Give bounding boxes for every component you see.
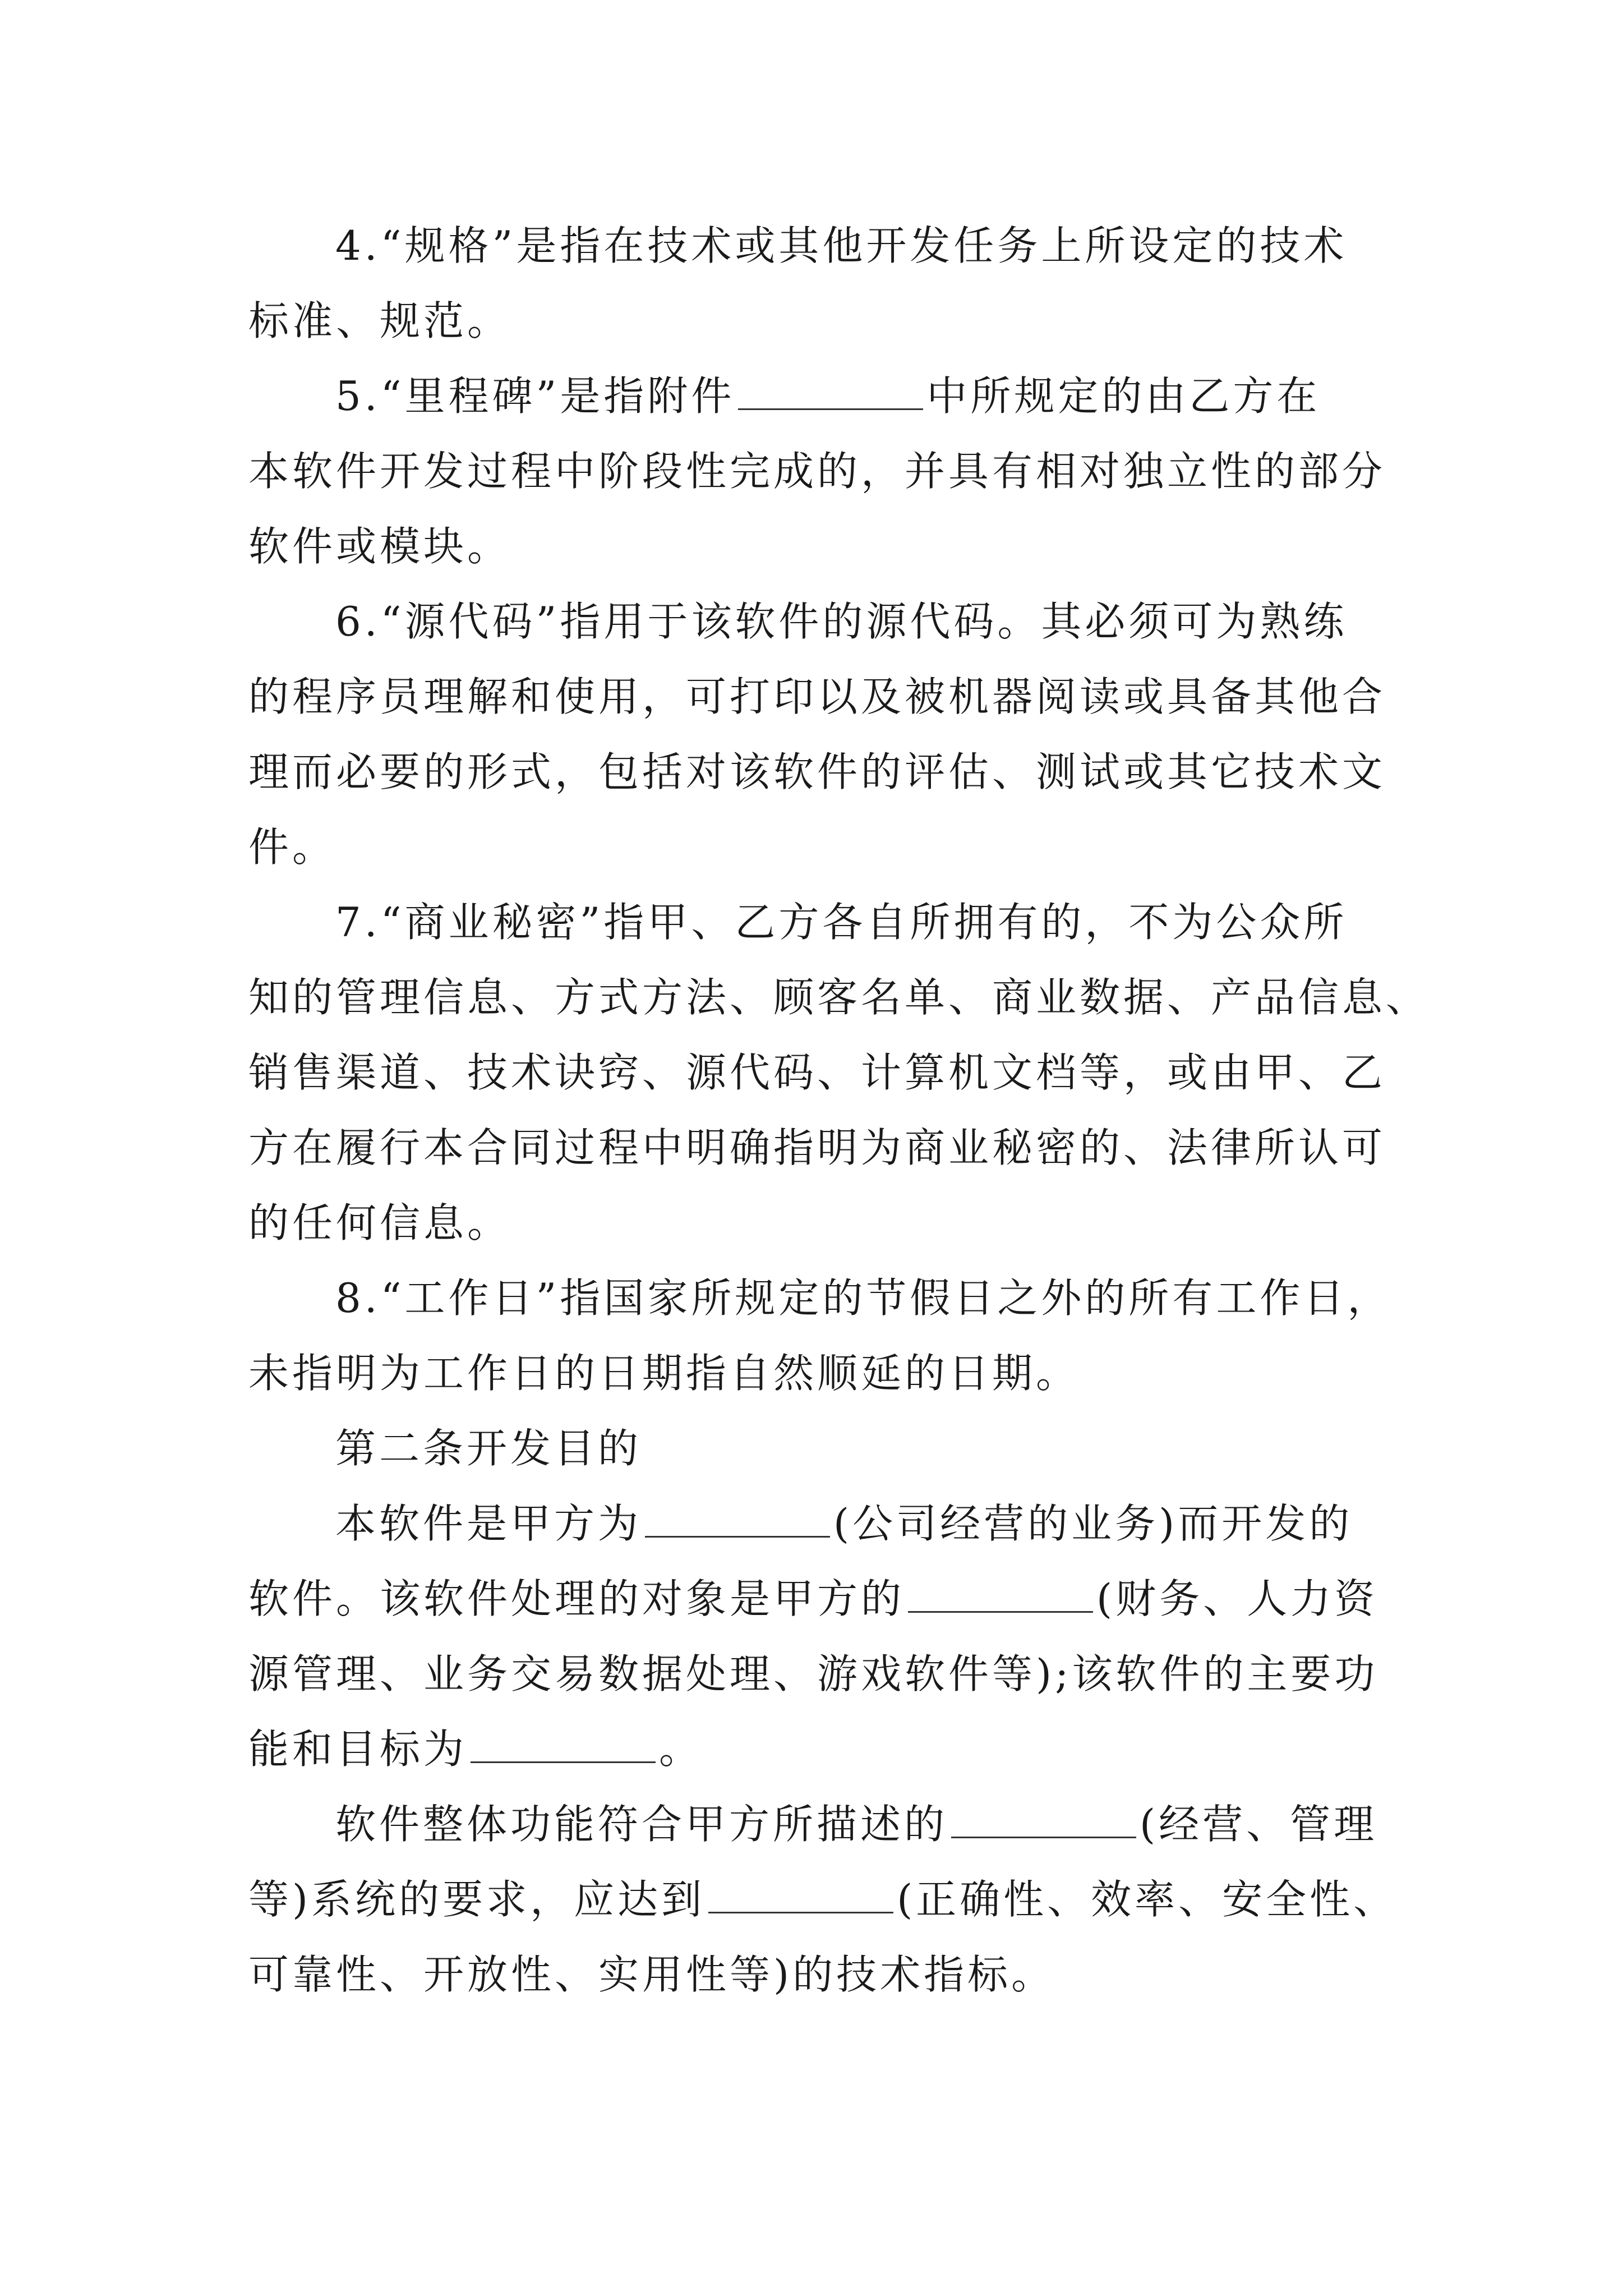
text-line <box>248 1110 1386 1186</box>
text-line <box>248 809 336 885</box>
text-segment: 。 <box>659 1726 703 1773</box>
text-segment: 的程序员理解和使用，可打印以及被机器阅读或具备其他合 <box>248 673 1386 720</box>
text-line <box>248 283 511 359</box>
text-line <box>248 659 1386 735</box>
text-line <box>335 583 1347 660</box>
fill-in-blank <box>738 375 923 410</box>
text-line <box>248 1561 1378 1637</box>
text-segment: (正确性、效率、安全性、 <box>897 1876 1398 1923</box>
text-segment: 5.“里程碑”是指附件 <box>335 372 735 420</box>
text-segment: 4.“规格”是指在技术或其他开发任务上所设定的技术 <box>335 222 1348 269</box>
text-line <box>248 1034 1386 1111</box>
text-segment: 本软件开发过程中阶段性完成的，并具有相对独立性的部分 <box>248 448 1386 495</box>
text-segment: 等)系统的要求，应达到 <box>248 1876 706 1923</box>
text-line <box>248 1335 1080 1411</box>
text-segment: 未指明为工作日的日期指自然顺延的日期。 <box>248 1350 1080 1397</box>
text-line <box>248 734 1386 810</box>
text-segment: 本软件是甲方为 <box>335 1500 642 1547</box>
text-segment: 源管理、业务交易数据处理、游戏软件等);该软件的主要功 <box>248 1650 1378 1697</box>
text-segment: 7.“商业秘密”指甲、乙方各自所拥有的，不为公众所 <box>335 899 1348 946</box>
text-segment: (经营、管理 <box>1140 1801 1378 1848</box>
fill-in-blank <box>645 1502 830 1538</box>
text-line <box>248 1936 1055 2013</box>
text-segment: (财务、人力资 <box>1096 1575 1378 1622</box>
fill-in-blank <box>908 1577 1093 1613</box>
fill-in-blank <box>471 1728 656 1763</box>
section-heading <box>335 1410 642 1487</box>
text-line <box>335 884 1347 960</box>
text-segment: 可靠性、开放性、实用性等)的技术指标。 <box>248 1951 1055 1998</box>
text-line <box>248 433 1386 509</box>
text-segment: (公司经营的业务)而开发的 <box>833 1500 1353 1547</box>
fill-in-blank <box>708 1878 893 1913</box>
text-line <box>248 959 1430 1036</box>
heading-text: 第二条开发目的 <box>335 1425 642 1472</box>
text-line <box>335 358 1320 434</box>
text-line <box>335 1485 1353 1562</box>
text-line <box>335 1260 1391 1336</box>
text-segment: 方在履行本合同过程中明确指明为商业秘密的、法律所认可 <box>248 1124 1386 1171</box>
text-segment: 标准、规范。 <box>248 297 511 344</box>
text-line <box>248 1711 703 1787</box>
text-line <box>248 1861 1397 1938</box>
text-segment: 的任何信息。 <box>248 1199 511 1246</box>
text-line <box>248 1185 511 1261</box>
text-segment: 软件。该软件处理的对象是甲方的 <box>248 1575 905 1622</box>
fill-in-blank <box>951 1803 1136 1838</box>
text-segment: 理而必要的形式，包括对该软件的评估、测试或其它技术文 <box>248 748 1386 795</box>
text-line <box>335 208 1347 284</box>
text-segment: 6.“源代码”指用于该软件的源代码。其必须可为熟练 <box>335 598 1348 645</box>
text-line <box>335 1786 1377 1862</box>
text-segment: 软件整体功能符合甲方所描述的 <box>335 1801 948 1848</box>
text-segment: 软件或模块。 <box>248 523 511 570</box>
text-segment: 中所规定的由乙方在 <box>926 372 1321 420</box>
text-line <box>248 1636 1378 1712</box>
text-segment: 销售渠道、技术诀窍、源代码、计算机文档等，或由甲、乙 <box>248 1049 1386 1096</box>
text-line <box>248 508 511 585</box>
text-segment: 知的管理信息、方式方法、顾客名单、商业数据、产品信息、 <box>248 974 1430 1021</box>
text-segment: 能和目标为 <box>248 1726 468 1773</box>
text-segment: 8.“工作日”指国家所规定的节假日之外的所有工作日， <box>335 1274 1391 1322</box>
text-segment: 件。 <box>248 823 336 871</box>
